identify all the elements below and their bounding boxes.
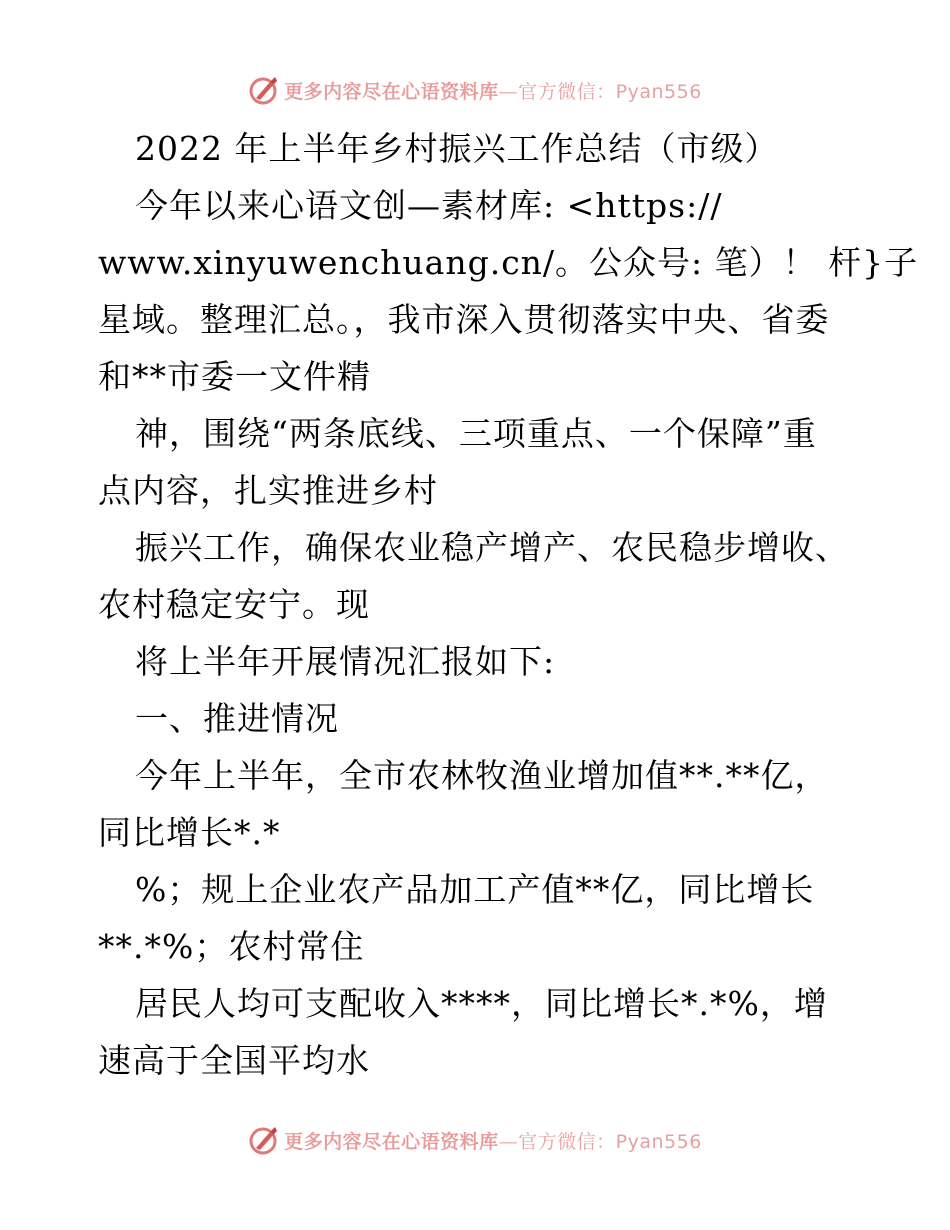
document-body xyxy=(98,120,919,1089)
paragraph-line: 居民人均可支配收入****，同比增长*.*%，增 xyxy=(135,984,828,1023)
paragraph-line: 振兴工作，确保农业稳产增产、农民稳步增收、 xyxy=(135,528,849,567)
paragraph-line: 今年以来心语文创—素材库: <https:// xyxy=(135,186,723,225)
paragraph-line: %；规上企业农产品加工产值**亿，同比增长 xyxy=(135,870,815,909)
section-heading: 一、推进情况 xyxy=(135,699,339,738)
paragraph-line: 今年上半年，全市农林牧渔业增加值**.**亿， xyxy=(135,756,829,795)
header-wechat: 官方微信：Pyan556 xyxy=(518,80,702,103)
footer-wechat: 官方微信：Pyan556 xyxy=(518,1130,702,1153)
paragraph-line: www.xinyuwenchuang.cn/。公众号: 笔）！ 杆}子 xyxy=(98,243,919,282)
footer-dash: — xyxy=(498,1130,519,1153)
paragraph-line: 同比增长*.* xyxy=(98,813,281,852)
paragraph-line: **.*%；农村常住 xyxy=(98,927,365,966)
paragraph-line: 和**市委一文件精 xyxy=(98,357,371,396)
header-brand: 更多内容尽在心语资料库 xyxy=(284,80,499,103)
paragraph-line: 速高于全国平均水 xyxy=(98,1041,370,1080)
paragraph-line: 农村稳定安宁。现 xyxy=(98,585,370,624)
footer-banner xyxy=(0,1120,950,1160)
pen-logo-icon xyxy=(248,74,280,106)
paragraph-line: 星域。整理汇总。，我市深入贯彻落实中央、省委 xyxy=(98,300,830,339)
pen-logo-icon xyxy=(248,1124,280,1156)
paragraph-line: 神，围绕“两条底线、三项重点、一个保障”重 xyxy=(135,414,817,453)
paragraph-line: 将上半年开展情况汇报如下: xyxy=(135,642,556,681)
paragraph-line: 点内容，扎实推进乡村 xyxy=(98,471,438,510)
header-banner xyxy=(0,70,950,110)
document-title: 2022 年上半年乡村振兴工作总结（市级） xyxy=(135,129,779,168)
header-dash: — xyxy=(498,80,519,103)
footer-brand: 更多内容尽在心语资料库 xyxy=(284,1130,499,1153)
